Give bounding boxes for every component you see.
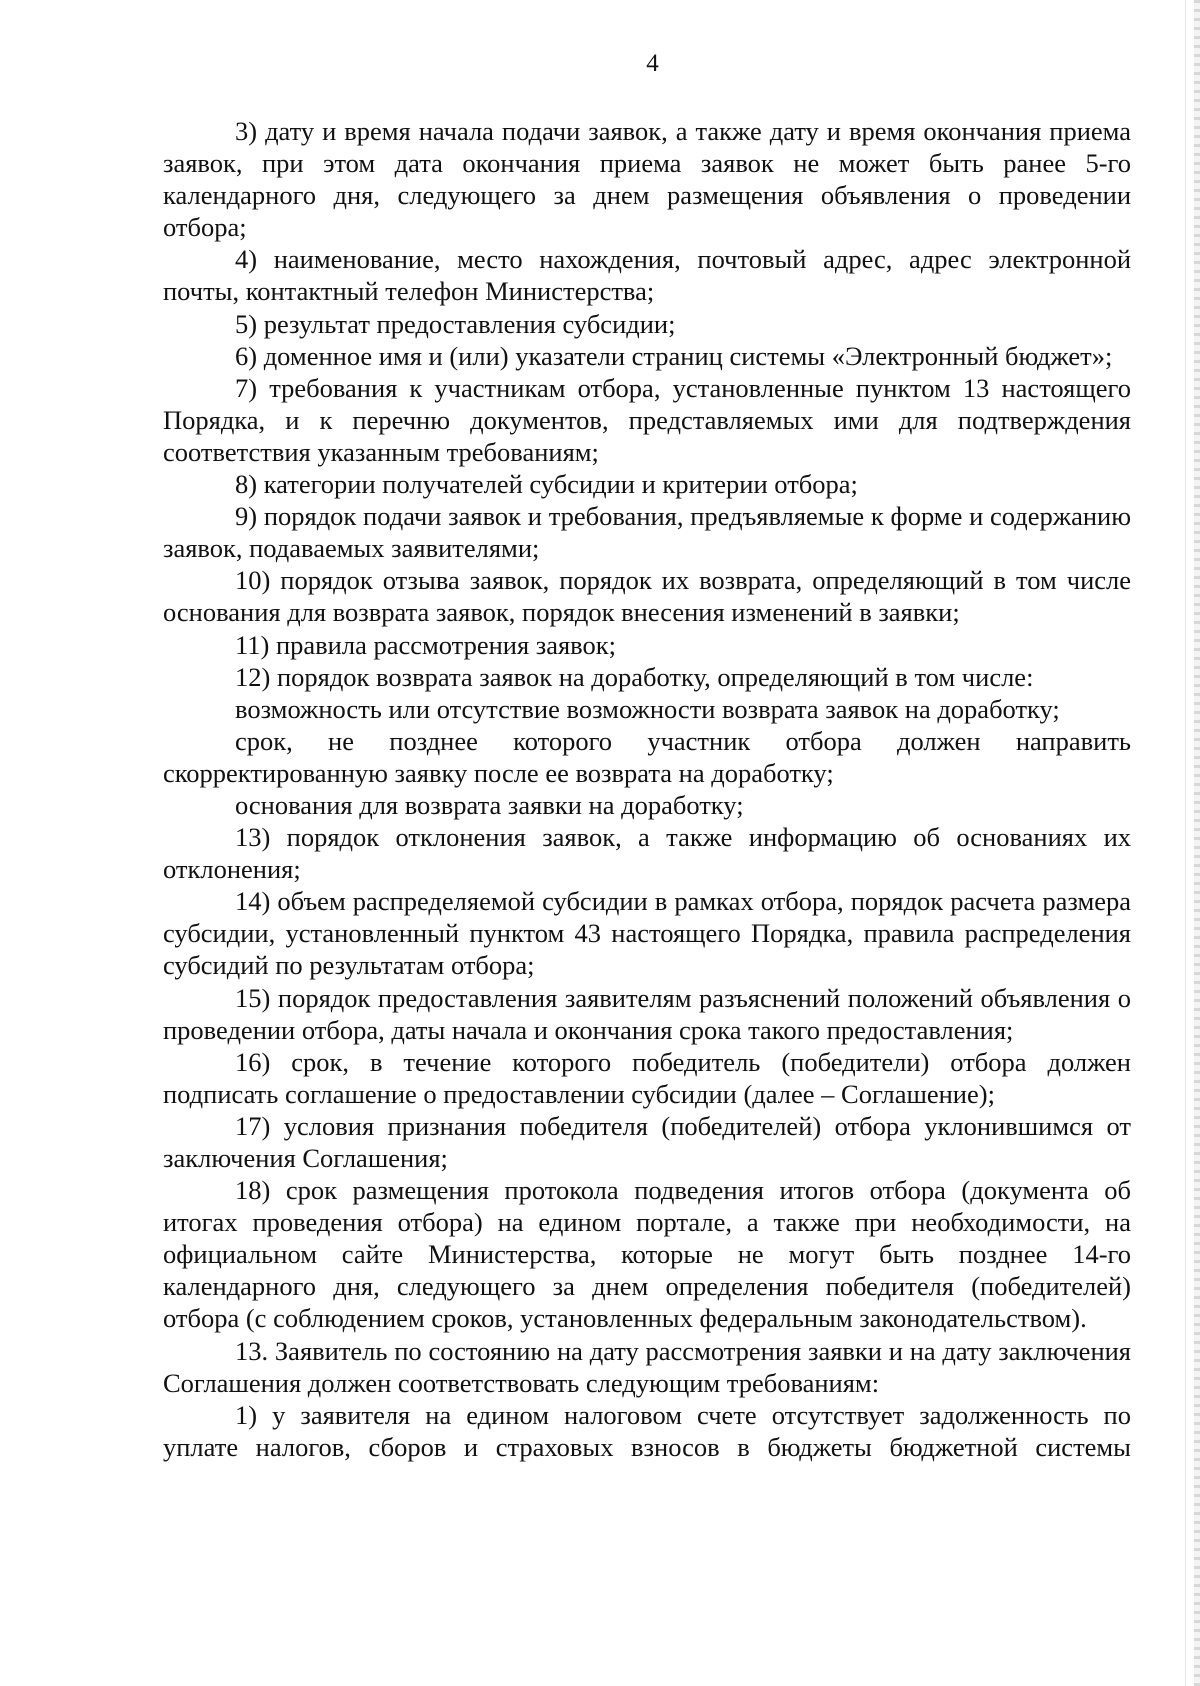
paragraph-item-9: 9) порядок подачи заявок и требования, предъявляемые к форме и содержанию заявок, подаваемых заявителями; <box>163 501 1131 564</box>
paragraph-item-12-sub-1: возможность или отсутствие возможности возврата заявок на доработку; <box>235 693 1060 724</box>
document-body <box>163 115 1131 1463</box>
scan-edge <box>1194 0 1200 1686</box>
paragraph-requirement-1: 1) у заявителя на едином налоговом счете отсутствует задолженность по уплате налогов, сборов и страховых взносов в бюджеты бюджетной системы <box>163 1399 1131 1462</box>
paragraph-item-5: 5) результат предоставления субсидии; <box>235 308 676 339</box>
paragraph-item-3: 3) дату и время начала подачи заявок, а также дату и время окончания приема заявок, при этом дата окончания приема заявок не может быть ранее 5-го календарного дня, следующего за днем размещения объявления о проведении отбора; <box>163 116 1131 243</box>
paragraph-item-10: 10) порядок отзыва заявок, порядок их возврата, определяющий в том числе основания для возврата заявок, порядок внесения изменений в заявки; <box>163 565 1131 628</box>
paragraph-item-18: 18) срок размещения протокола подведения итогов отбора (документа об итогах проведения отбора) на едином портале, а также при необходимости, на официальном сайте Министерства, которые не могут быть позднее 14-го календарного дня, следующего за днем определения победителя (победителей) отбора (с соблюдением сроков, установленных федеральным законодательством). <box>163 1175 1131 1334</box>
paragraph-item-13: 13) порядок отклонения заявок, а также информацию об основаниях их отклонения; <box>163 822 1131 885</box>
paragraph-item-14: 14) объем распределяемой субсидии в рамках отбора, порядок расчета размера субсидии, установленный пунктом 43 настоящего Порядка, правила распределения субсидий по результатам отбора; <box>163 886 1131 981</box>
paragraph-item-12: 12) порядок возврата заявок на доработку, определяющий в том числе: <box>235 661 1034 692</box>
paragraph-item-4: 4) наименование, место нахождения, почтовый адрес, адрес электронной почты, контактный телефон Министерства; <box>163 244 1131 307</box>
paragraph-item-15: 15) порядок предоставления заявителям разъяснений положений объявления о проведении отбора, даты начала и окончания срока такого предоставления; <box>163 982 1131 1045</box>
paragraph-item-11: 11) правила рассмотрения заявок; <box>235 629 617 660</box>
paragraph-item-6: 6) доменное имя и (или) указатели страниц системы «Электронный бюджет»; <box>235 340 1113 371</box>
paragraph-item-12-sub-3: основания для возврата заявки на доработку; <box>235 789 744 820</box>
scan-edge-line <box>1185 0 1186 1686</box>
paragraph-item-12-sub-2: срок, не позднее которого участник отбора должен направить скорректированную заявку после ее возврата на доработку; <box>163 725 1131 788</box>
paragraph-item-7: 7) требования к участникам отбора, установленные пунктом 13 настоящего Порядка, и к перечню документов, представляемых ими для подтверждения соответствия указанным требованиям; <box>163 372 1131 467</box>
page-number: 4 <box>646 50 659 77</box>
paragraph-item-16: 16) срок, в течение которого победитель (победители) отбора должен подписать соглашение о предоставлении субсидии (далее – Соглашение); <box>163 1046 1131 1109</box>
paragraph-item-17: 17) условия признания победителя (победителей) отбора уклонившимся от заключения Соглашения; <box>163 1110 1131 1173</box>
paragraph-section-13: 13. Заявитель по состоянию на дату рассмотрения заявки и на дату заключения Соглашения должен соответствовать следующим требованиям: <box>163 1335 1131 1398</box>
paragraph-item-8: 8) категории получателей субсидии и критерии отбора; <box>235 469 858 500</box>
